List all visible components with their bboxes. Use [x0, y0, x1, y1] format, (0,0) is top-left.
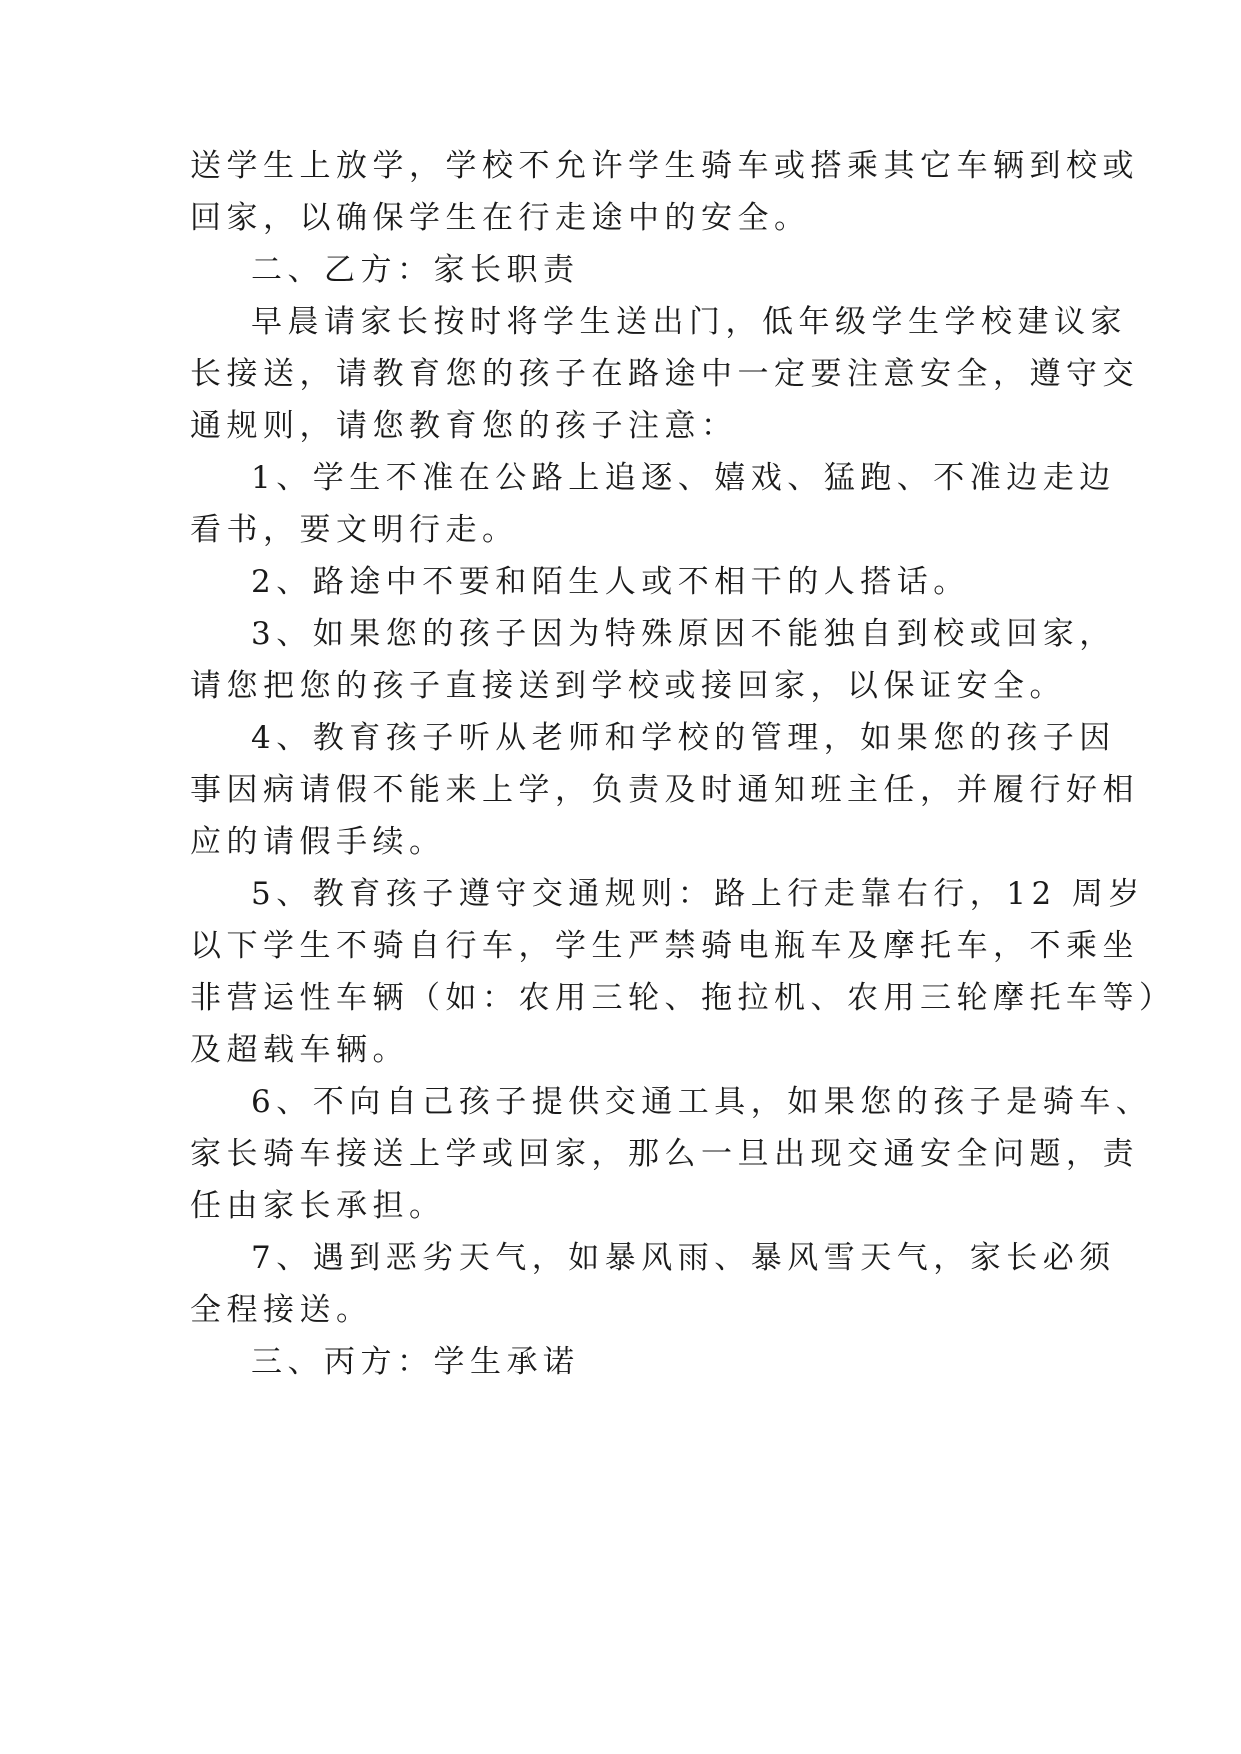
text-line: 及超载车辆。 — [190, 1032, 409, 1068]
text-line: 任由家长承担。 — [190, 1188, 446, 1224]
section-heading-parent-duties: 二、乙方：家长职责 — [251, 252, 580, 288]
text-line: 看书，要文明行走。 — [190, 512, 519, 548]
text-line: 送学生上放学，学校不允许学生骑车或搭乘其它车辆到校或 — [190, 148, 1139, 184]
list-item-2: 2、路途中不要和陌生人或不相干的人搭话。 — [251, 564, 970, 600]
text-line: 全程接送。 — [190, 1292, 373, 1328]
list-item-7: 7、遇到恶劣天气，如暴风雨、暴风雪天气，家长必须 — [251, 1240, 1116, 1276]
list-item-3: 3、如果您的孩子因为特殊原因不能独自到校或回家， — [251, 616, 1116, 652]
text-line: 以下学生不骑自行车，学生严禁骑电瓶车及摩托车，不乘坐 — [190, 928, 1139, 964]
section-heading-student-promise: 三、丙方：学生承诺 — [251, 1344, 580, 1380]
text-line: 应的请假手续。 — [190, 824, 446, 860]
text-line: 家长骑车接送上学或回家，那么一旦出现交通安全问题，责 — [190, 1136, 1139, 1172]
text-line: 非营运性车辆（如：农用三轮、拖拉机、农用三轮摩托车等） — [190, 980, 1176, 1016]
text-line: 回家，以确保学生在行走途中的安全。 — [190, 200, 811, 236]
text-line: 通规则，请您教育您的孩子注意： — [190, 408, 738, 444]
text-line: 请您把您的孩子直接送到学校或接回家，以保证安全。 — [190, 668, 1066, 704]
list-item-4: 4、教育孩子听从老师和学校的管理，如果您的孩子因 — [251, 720, 1116, 756]
list-item-5: 5、教育孩子遵守交通规则：路上行走靠右行，12 周岁 — [251, 876, 1146, 912]
text-line: 早晨请家长按时将学生送出门，低年级学生学校建议家 — [251, 304, 1127, 340]
list-item-6: 6、不向自己孩子提供交通工具，如果您的孩子是骑车、 — [251, 1084, 1153, 1120]
list-item-1: 1、学生不准在公路上追逐、嬉戏、猛跑、不准边走边 — [251, 460, 1116, 496]
text-line: 事因病请假不能来上学，负责及时通知班主任，并履行好相 — [190, 772, 1139, 808]
text-line: 长接送，请教育您的孩子在路途中一定要注意安全，遵守交 — [190, 356, 1139, 392]
